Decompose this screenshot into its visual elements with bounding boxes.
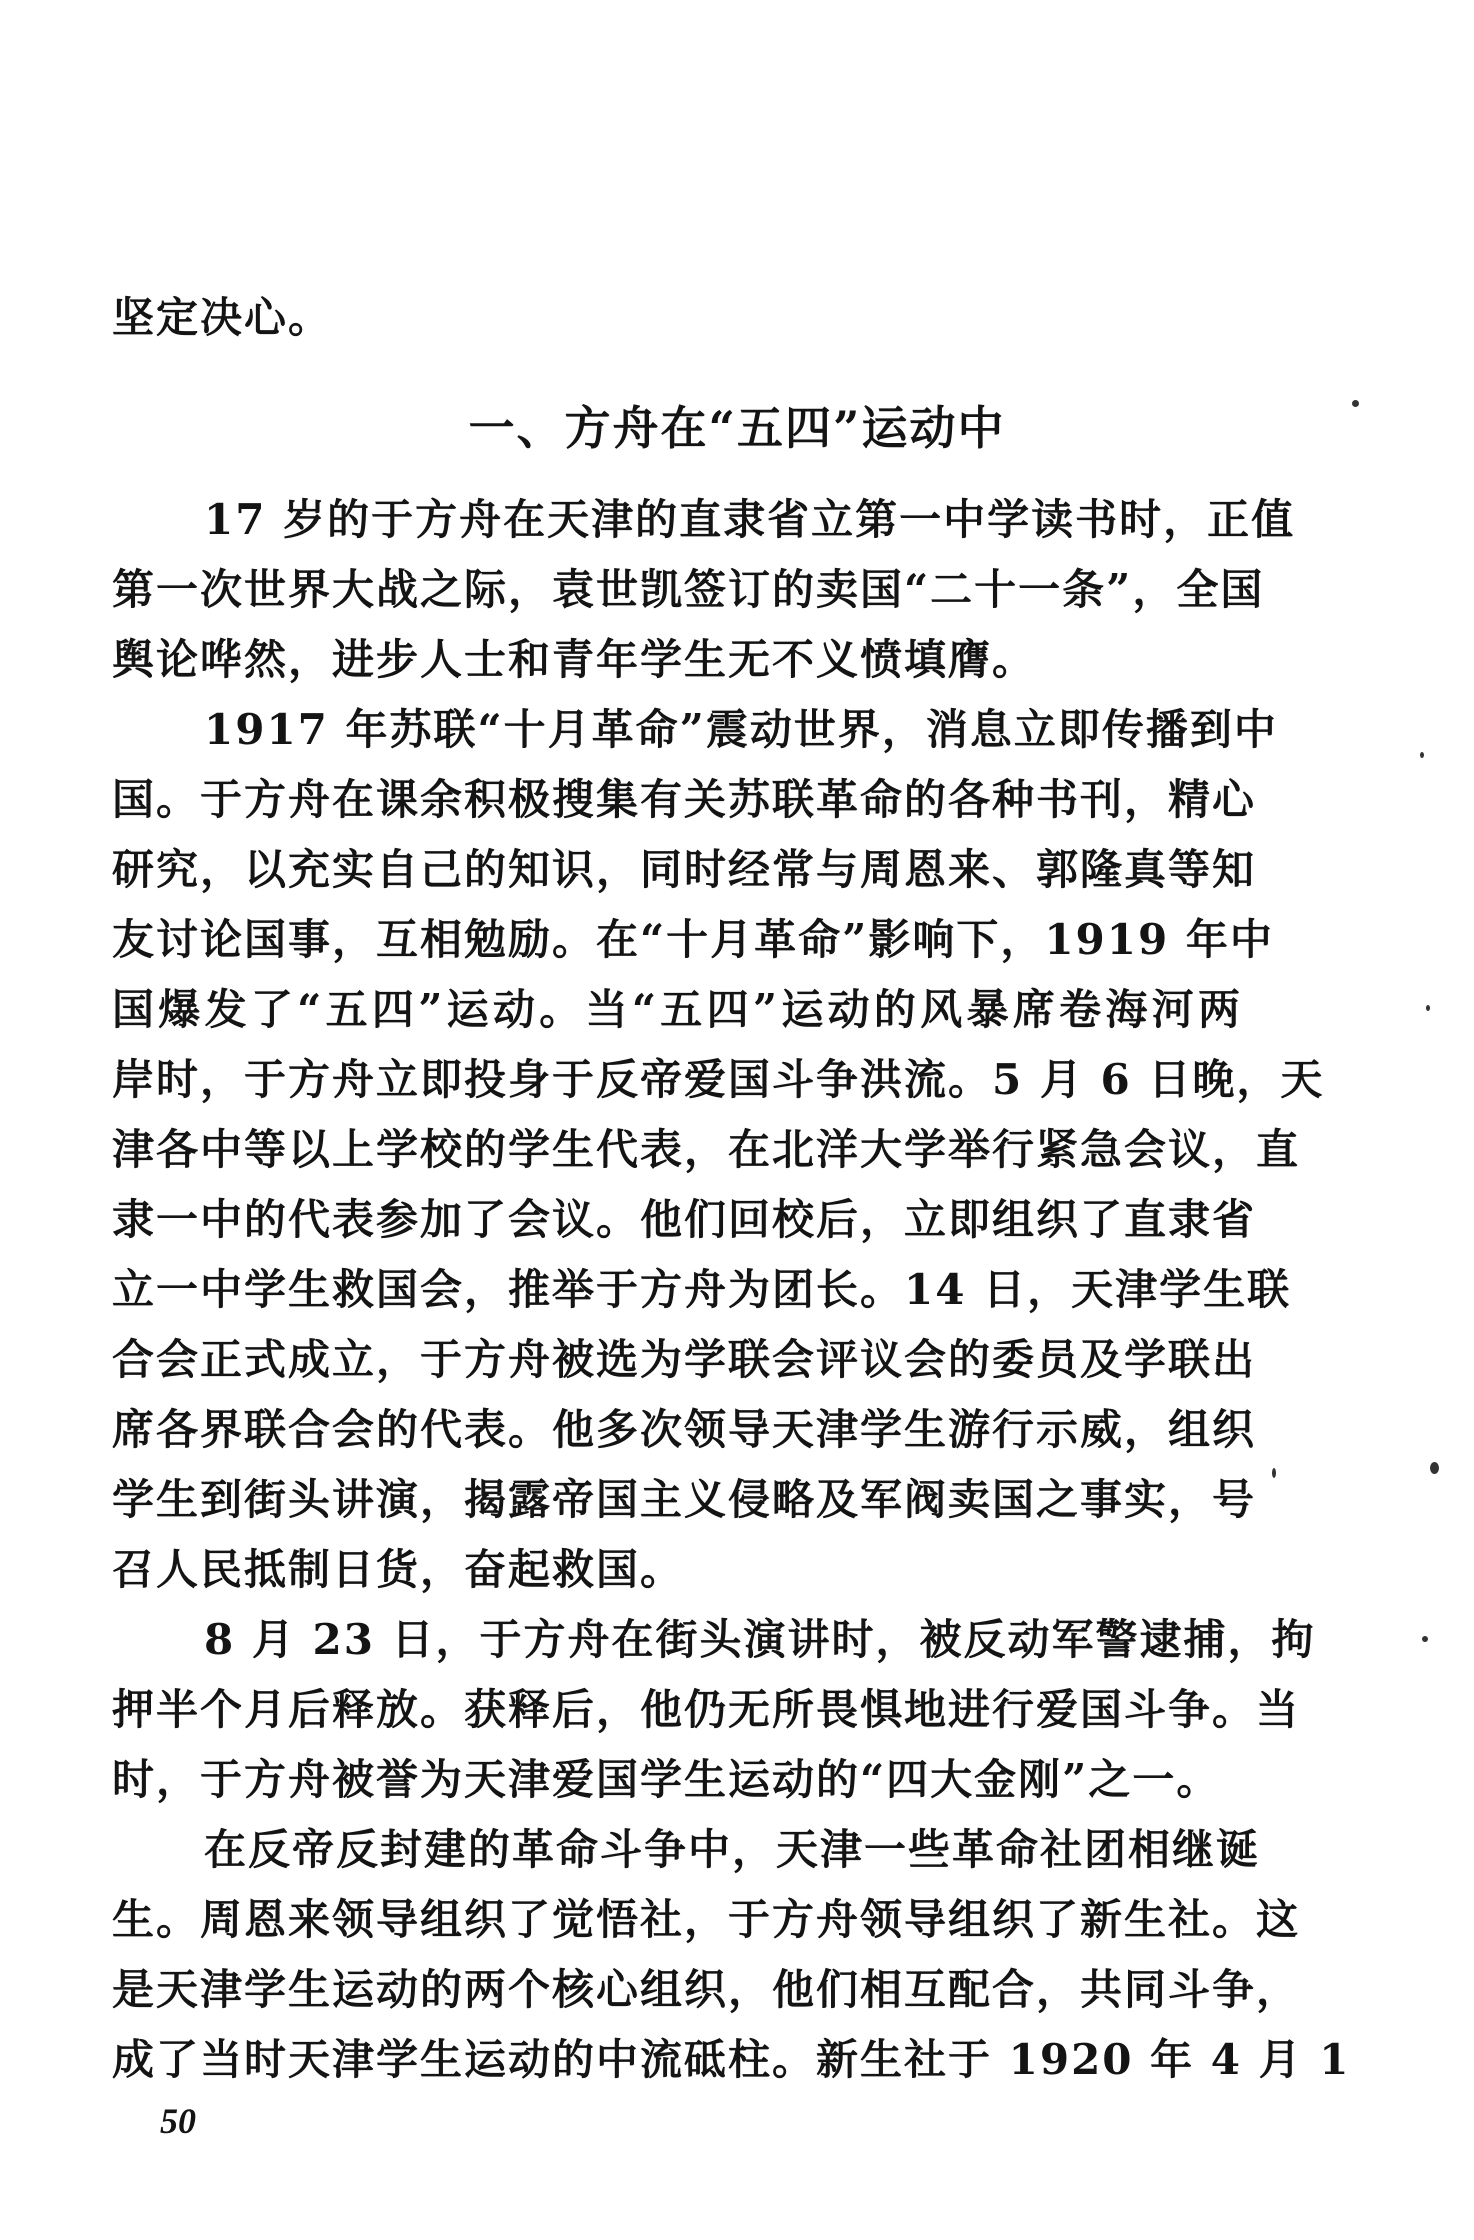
- paragraph-line: 生。周恩来领导组织了觉悟社，于方舟领导组织了新生社。这: [112, 1895, 1301, 1944]
- paragraph-line: 是天津学生运动的两个核心组织，他们相互配合，共同斗争，: [112, 1965, 1301, 2014]
- paragraph-line: 舆论哗然，进步人士和青年学生无不义愤填膺。: [112, 635, 1037, 684]
- paragraph-line: 席各界联合会的代表。他多次领导天津学生游行示威，组织: [112, 1405, 1257, 1454]
- paragraph-line: 在反帝反封建的革命斗争中，天津一些革命社团相继诞: [204, 1825, 1261, 1874]
- paragraph-line: 岸时，于方舟立即投身于反帝爱国斗争洪流。5 月 6 日晚，天: [112, 1055, 1325, 1104]
- paragraph-line: 1917 年苏联“十月革命”震动世界，消息立即传播到中: [204, 705, 1278, 754]
- section-heading: 一、方舟在“五四”运动中: [468, 401, 1006, 455]
- page-number: 50: [160, 2101, 196, 2141]
- paragraph-line: 隶一中的代表参加了会议。他们回校后，立即组织了直隶省: [112, 1195, 1257, 1244]
- paragraph-line: 合会正式成立，于方舟被选为学联会评议会的委员及学联出: [112, 1335, 1257, 1384]
- paragraph-line: 立一中学生救国会，推举于方舟为团长。14 日，天津学生联: [112, 1265, 1292, 1314]
- paragraph-line: 津各中等以上学校的学生代表，在北洋大学举行紧急会议，直: [112, 1125, 1301, 1174]
- paragraph-line: 国。于方舟在课余积极搜集有关苏联革命的各种书刊，精心: [112, 775, 1257, 824]
- paragraph-line: 押半个月后释放。获释后，他仍无所畏惧地进行爱国斗争。当: [112, 1685, 1301, 1734]
- paragraph-line: 学生到街头讲演，揭露帝国主义侵略及军阀卖国之事实，号: [112, 1475, 1257, 1524]
- scan-speck: [1272, 1468, 1276, 1478]
- paragraph-line: 时，于方舟被誉为天津爱国学生运动的“四大金刚”之一。: [112, 1755, 1221, 1804]
- paragraph-line: 第一次世界大战之际，袁世凯签订的卖国“二十一条”，全国: [112, 565, 1265, 614]
- scan-speck: [1420, 752, 1424, 758]
- scan-speck: [1426, 1005, 1430, 1011]
- paragraph-line: 17 岁的于方舟在天津的直隶省立第一中学读书时，正值: [204, 495, 1296, 544]
- continuation-line: 坚定决心。: [112, 293, 333, 342]
- paragraph-line: 国爆发了“五四”运动。当“五四”运动的风暴席卷海河两: [112, 985, 1242, 1034]
- paragraph-line: 成了当时天津学生运动的中流砥柱。新生社于 1920 年 4 月 1: [112, 2035, 1351, 2084]
- scan-speck: [1352, 400, 1359, 407]
- paragraph-line: 召人民抵制日货，奋起救国。: [112, 1545, 685, 1594]
- paragraph-line: 8 月 23 日，于方舟在街头演讲时，被反动军警逮捕，拘: [204, 1615, 1316, 1664]
- paragraph-line: 友讨论国事，互相勉励。在“十月革命”影响下，1919 年中: [112, 915, 1274, 964]
- paragraph-line: 研究，以充实自己的知识，同时经常与周恩来、郭隆真等知: [112, 845, 1257, 894]
- scan-speck: [1430, 1462, 1439, 1474]
- scan-speck: [1422, 1636, 1428, 1642]
